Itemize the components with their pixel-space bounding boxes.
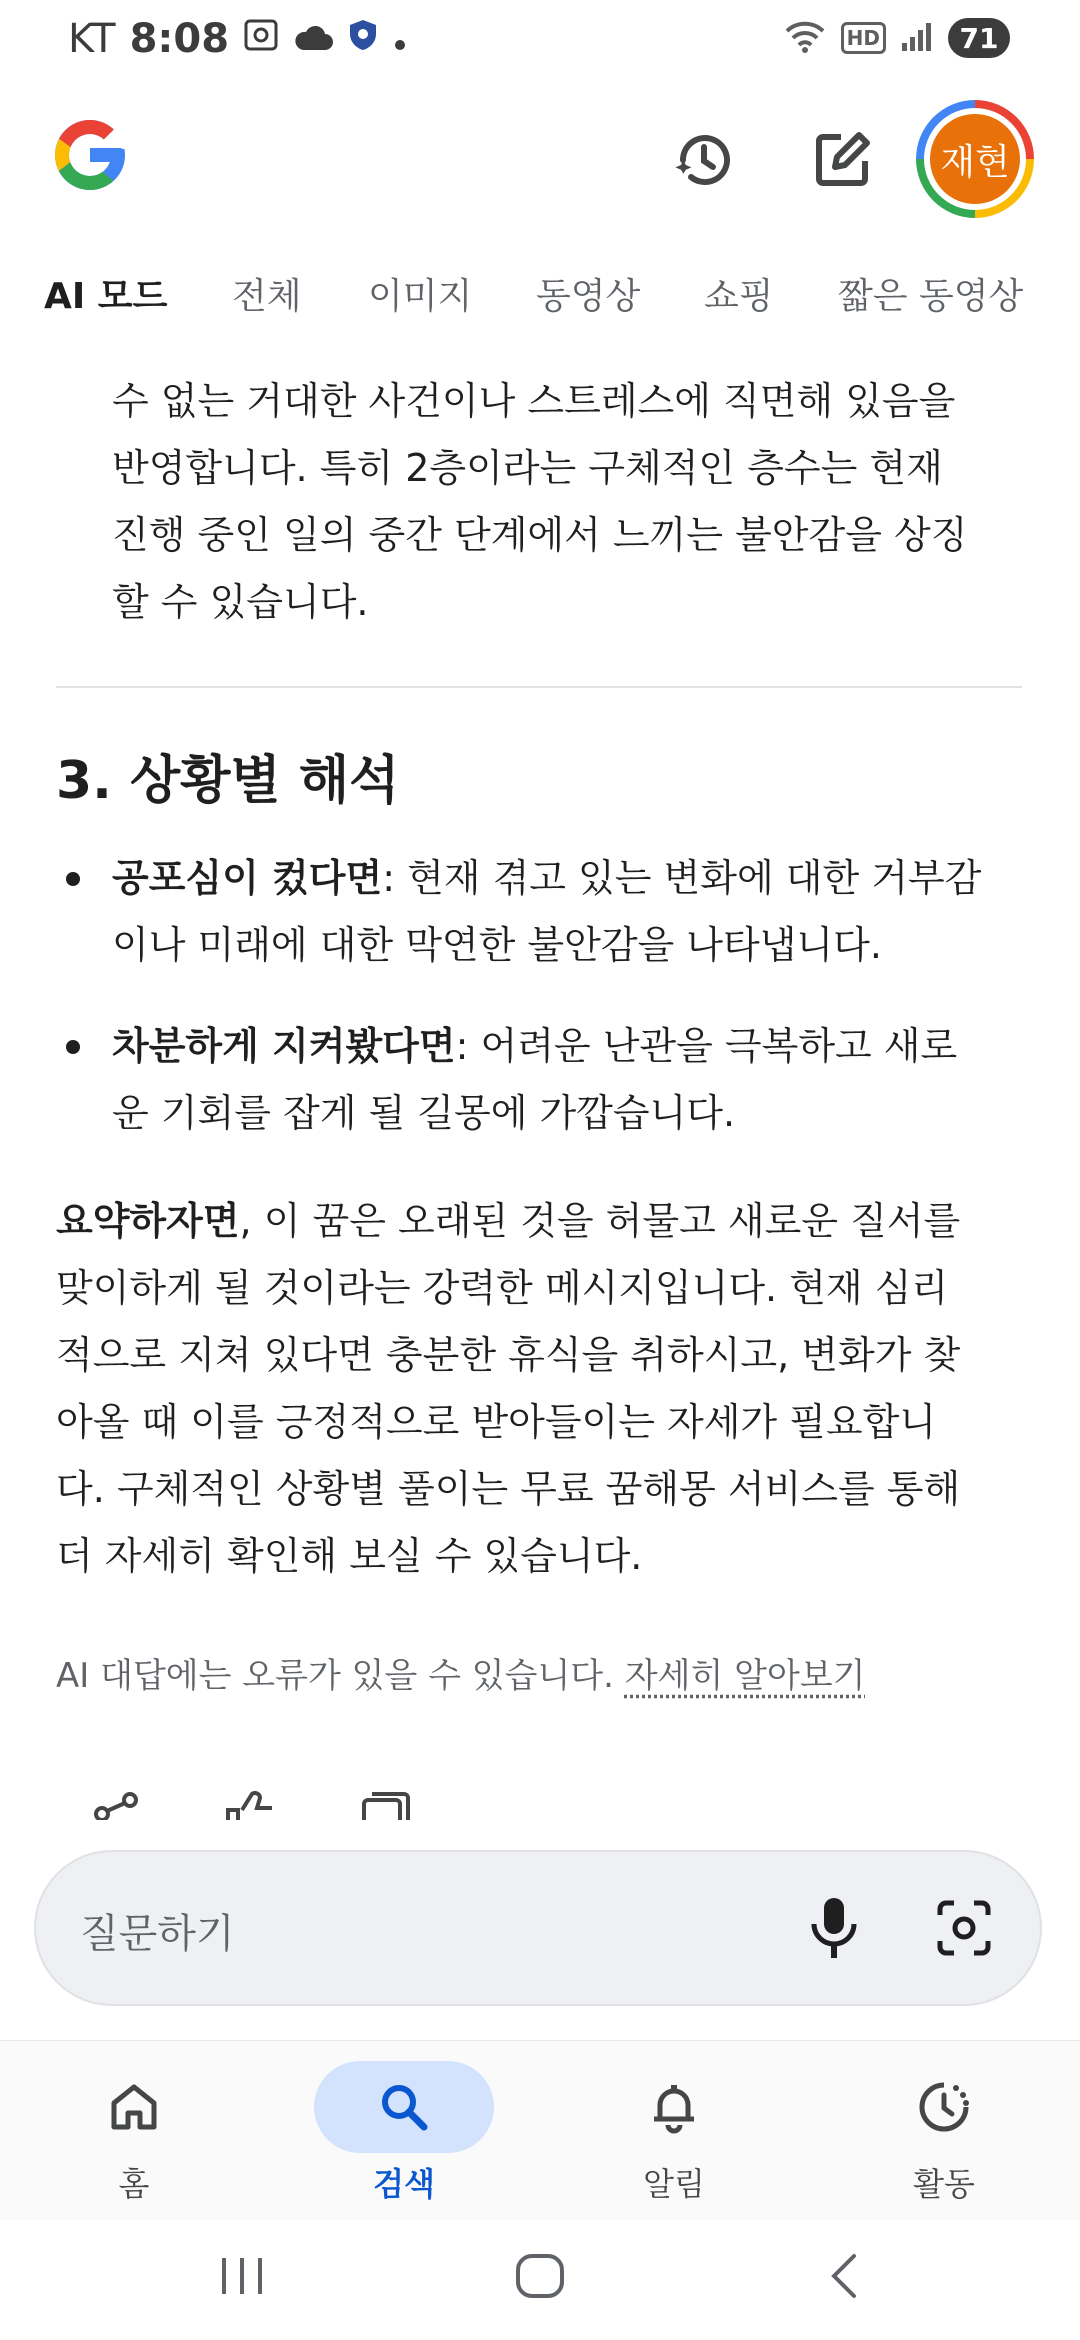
thumbs-up-icon[interactable] [222, 1790, 278, 1820]
account-avatar[interactable] [916, 100, 1034, 218]
system-navigation [0, 2220, 1080, 2340]
app-bar [0, 100, 1080, 220]
ai-disclaimer [56, 1648, 865, 1697]
nav-activity[interactable] [844, 2061, 1044, 2205]
bullet-text: : 현재 겪고 있는 변화에 대한 거부감 [382, 856, 982, 900]
tab-images[interactable]: 이미지 [368, 276, 473, 317]
nav-label: 알림 [643, 2165, 705, 2203]
bullet-text: : 어려운 난관을 극복하고 새로 [455, 1024, 958, 1068]
learn-more-link[interactable]: 자세히 알아보기 [624, 1656, 866, 1696]
bell-icon [584, 2061, 764, 2153]
screenshot-icon [243, 16, 279, 62]
nav-notifications[interactable] [574, 2061, 774, 2205]
tab-short-videos[interactable]: 짧은 동영상 [838, 276, 1024, 317]
home-icon [44, 2061, 224, 2153]
bullet-line: 운 기회를 잡게 될 길몽에 가깝습니다. [112, 1091, 736, 1135]
cloud-icon [293, 16, 333, 62]
section-heading: 3. 상황별 해석 [56, 751, 400, 811]
answer-line: 진행 중인 일의 중간 단계에서 느끼는 불안감을 상징 [112, 513, 968, 557]
recent-apps-icon[interactable] [216, 2250, 268, 2306]
share-icon[interactable] [92, 1790, 140, 1820]
disclaimer-text: AI 대답에는 오류가 있을 수 있습니다. [56, 1656, 614, 1696]
nav-label: 활동 [913, 2165, 975, 2203]
bullet-line [112, 1013, 957, 1080]
signal-icon [900, 21, 934, 55]
bullet-bold-term: 공포심이 컸다면 [112, 856, 383, 900]
summary-line [56, 1188, 960, 1255]
nav-home[interactable] [34, 2061, 234, 2205]
answer-line: 수 없는 거대한 사건이나 스트레스에 직면해 있음을 [112, 379, 956, 423]
summary-line: 적으로 지쳐 있다면 충분한 휴식을 취하시고, 변화가 찾 [56, 1333, 961, 1377]
google-logo[interactable] [48, 110, 132, 204]
status-bar [0, 0, 1080, 80]
hd-voice-icon: HD [841, 22, 886, 54]
summary-line: 맞이하게 될 것이라는 강력한 메시지입니다. 현재 심리 [56, 1266, 949, 1310]
nav-label: 검색 [373, 2165, 435, 2203]
ask-input-bar[interactable] [36, 1852, 1040, 2004]
tab-shopping[interactable]: 쇼핑 [704, 276, 774, 317]
answer-line: 할 수 있습니다. [112, 580, 369, 624]
shield-icon [347, 16, 379, 62]
section-divider [56, 686, 1022, 688]
microphone-icon[interactable] [796, 1890, 872, 1966]
bullet-line: 이나 미래에 대한 막연한 불안감을 나타냅니다. [112, 923, 882, 967]
home-button-icon[interactable] [514, 2250, 566, 2306]
tab-ai-mode[interactable]: AI 모드 [44, 276, 168, 317]
clock: 8:08 [129, 16, 230, 62]
search-icon [314, 2061, 494, 2153]
nav-label: 홈 [118, 2165, 150, 2203]
summary-bold-term: 요약하자면 [56, 1199, 240, 1243]
bottom-navigation [0, 2040, 1080, 2221]
bullet-dot [66, 1040, 80, 1054]
bullet-line [112, 845, 981, 912]
dot-icon [393, 16, 407, 62]
status-right [783, 18, 1010, 58]
answer-line: 반영합니다. 특히 2층이라는 구체적인 층수는 현재 [112, 446, 943, 490]
tab-all[interactable]: 전체 [232, 276, 302, 317]
search-mode-tabs [0, 268, 1080, 332]
new-chat-edit-icon[interactable] [806, 124, 878, 196]
bullet-bold-term: 차분하게 지켜봤다면 [112, 1024, 456, 1068]
bullet-dot [66, 872, 80, 886]
summary-line: 다. 구체적인 상황별 풀이는 무료 꿈해몽 서비스를 통해 [56, 1467, 961, 1511]
google-lens-icon[interactable] [926, 1890, 1002, 1966]
history-icon[interactable] [668, 124, 740, 196]
battery-indicator: 71 [948, 18, 1010, 58]
status-left [68, 16, 407, 62]
summary-text: , 이 꿈은 오래된 것을 허물고 새로운 질서를 [239, 1199, 961, 1243]
ask-input[interactable]: 질문하기 [80, 1911, 235, 1957]
summary-line: 아올 때 이를 긍정적으로 받아들이는 자세가 필요합니 [56, 1400, 937, 1444]
avatar-initials: 재현 [930, 114, 1020, 204]
answer-actions [0, 1790, 1080, 1820]
summary-line: 더 자세히 확인해 보실 수 있습니다. [56, 1534, 643, 1578]
back-icon[interactable] [820, 2250, 872, 2306]
carrier-label: KT [68, 16, 116, 62]
wifi-icon [783, 19, 827, 57]
nav-search[interactable] [304, 2061, 504, 2205]
copy-icon[interactable] [358, 1790, 414, 1820]
activity-icon [854, 2061, 1034, 2153]
tab-videos[interactable]: 동영상 [536, 276, 641, 317]
